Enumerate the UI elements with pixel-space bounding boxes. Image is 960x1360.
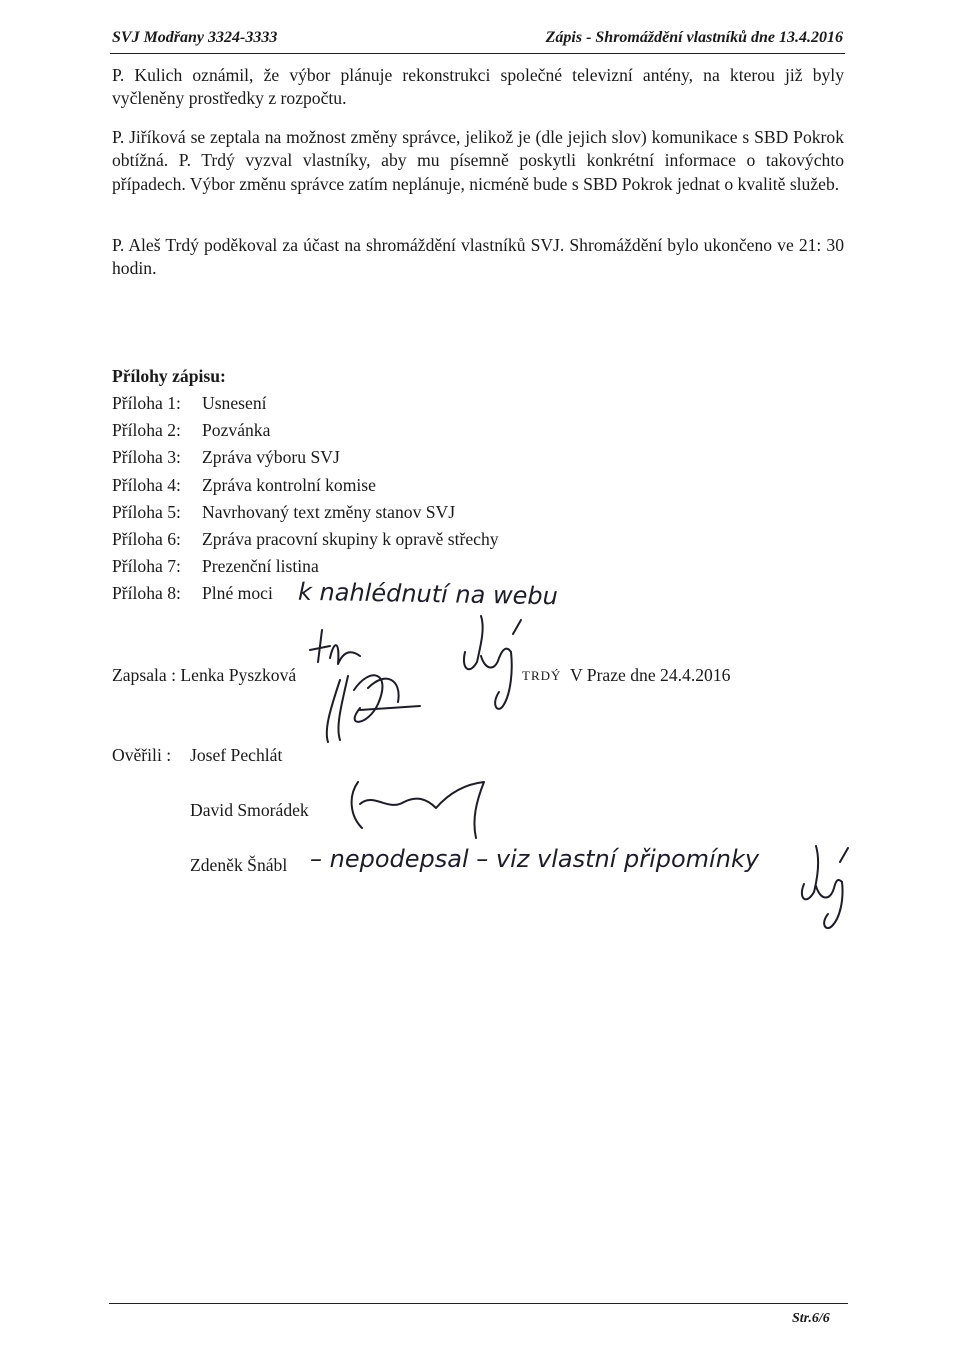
attachment-text: Prezenční listina bbox=[202, 556, 319, 577]
attachment-text: Zpráva pracovní skupiny k opravě střechy bbox=[202, 528, 499, 549]
header-association: SVJ Modřany 3324-3333 bbox=[112, 29, 278, 46]
paragraph-tv-antenna: P. Kulich oznámil, že výbor plánuje rekonstrukci společné televizní antény, na kterou již byly vyčleněny prostředky z rozpočtu. bbox=[112, 65, 844, 109]
attachment-item bbox=[112, 526, 499, 553]
signature-smoradek bbox=[340, 772, 490, 842]
attachments-heading: Přílohy zápisu: bbox=[112, 366, 226, 386]
place-and-date: V Praze dne 24.4.2016 bbox=[570, 665, 731, 685]
attachment-item bbox=[112, 472, 499, 499]
attachment-label: Příloha 7: bbox=[112, 556, 181, 577]
handwritten-web-note: k nahlédnutí na webu bbox=[297, 577, 559, 611]
attachment-label: Příloha 2: bbox=[112, 420, 181, 441]
signature-trdy bbox=[455, 608, 535, 718]
attachment-item bbox=[112, 499, 499, 526]
attachment-item bbox=[112, 417, 499, 444]
verifier-pechlat: Josef Pechlát bbox=[190, 745, 283, 765]
verifier-snabl: Zdeněk Šnábl bbox=[190, 855, 288, 875]
attachment-text: Zpráva kontrolní komise bbox=[202, 474, 376, 495]
recorded-by: Zapsala : Lenka Pyszková bbox=[112, 665, 297, 685]
paragraph-meeting-close: P. Aleš Trdý poděkoval za účast na shromáždění vlastníků SVJ. Shromáždění bylo ukončeno ve 21: 30 hodin. bbox=[112, 235, 844, 279]
attachments-list bbox=[112, 390, 499, 608]
attachment-text: Plné moci bbox=[202, 583, 273, 604]
attachment-label: Příloha 8: bbox=[112, 583, 181, 604]
attachment-label: Příloha 5: bbox=[112, 501, 181, 522]
attachment-item bbox=[112, 553, 499, 580]
attachment-label: Příloha 1: bbox=[112, 393, 181, 413]
attachment-text: Zpráva výboru SVJ bbox=[202, 447, 340, 468]
attachment-text: Usnesení bbox=[202, 393, 267, 413]
verifier-smoradek: David Smorádek bbox=[190, 800, 309, 820]
handwritten-snabl-note: – nepodepsal – viz vlastní připomínky bbox=[310, 845, 760, 873]
attachment-text: Pozvánka bbox=[202, 420, 271, 441]
attachment-item bbox=[112, 444, 499, 471]
verified-label: Ověřili : bbox=[112, 745, 172, 765]
header-divider bbox=[110, 53, 845, 54]
initials-note: TRDÝ bbox=[522, 668, 562, 683]
signature-trdy-second bbox=[790, 840, 850, 930]
paragraph-administrator-change: P. Jiříková se zeptala na možnost změny správce, jelikož je (dle jejich slov) komunikace s SBD Pokrok obtížná. P. Trdý vyzval vlastníky, aby mu písemně poskytli konkrétní informace o takovýchto případech. Výbor změnu správce zatím neplánuje, nicméně bude s SBD Pokrok jednat o kvalitě služeb. bbox=[112, 127, 844, 194]
footer-divider bbox=[109, 1303, 848, 1304]
page-number: Str.6/6 bbox=[792, 1311, 830, 1326]
attachment-item bbox=[112, 390, 499, 417]
header-minutes-title: Zápis - Shromáždění vlastníků dne 13.4.2016 bbox=[545, 29, 843, 46]
attachment-label: Příloha 6: bbox=[112, 528, 181, 549]
signature-pyszkova bbox=[300, 610, 420, 750]
attachment-label: Příloha 3: bbox=[112, 447, 181, 468]
attachment-text: Navrhovaný text změny stanov SVJ bbox=[202, 501, 456, 522]
attachment-label: Příloha 4: bbox=[112, 474, 181, 495]
